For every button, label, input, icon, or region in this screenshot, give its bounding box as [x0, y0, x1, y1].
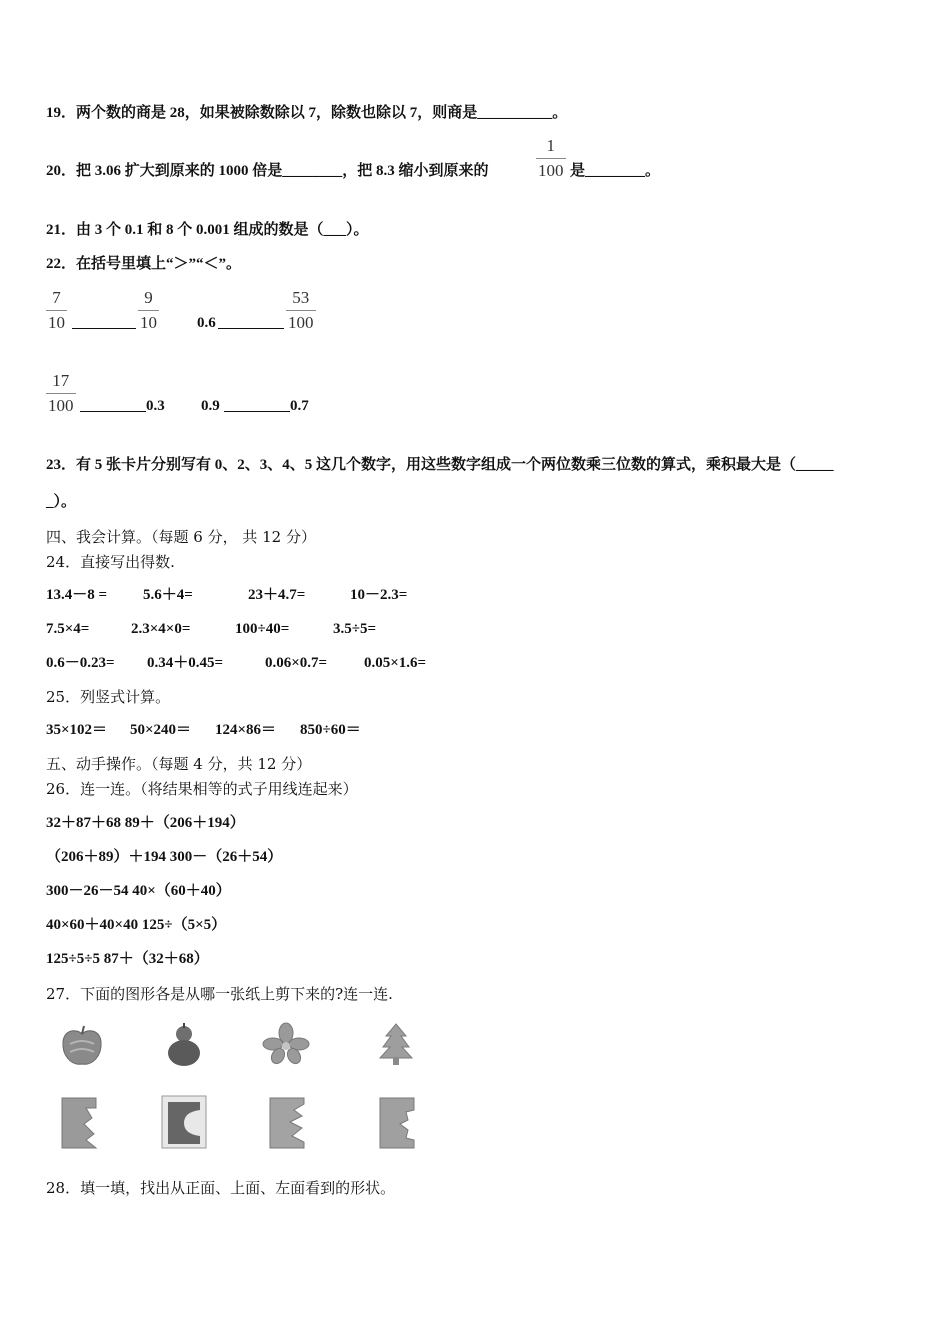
- question-28-title: 28．填一填，找出从正面、上面、左面看到的形状。: [46, 1179, 396, 1197]
- fraction-denominator: 10: [48, 313, 65, 332]
- question-20-part1: 20．把 3.06 扩大到原来的 1000 倍是________，把 8.3 缩小到原来的: [46, 163, 489, 179]
- vertical-calc-item: 50×240＝: [130, 722, 192, 738]
- fraction-numerator: 7: [52, 288, 61, 307]
- fraction-17-100: [46, 371, 76, 416]
- question-25-title: 25．列竖式计算。: [46, 688, 171, 706]
- calc-item: 2.3×4×0=: [131, 621, 191, 637]
- fraction-numerator: 17: [52, 371, 70, 390]
- question-22-title: 22．在括号里填上“＞”“＜”。: [46, 256, 242, 272]
- question-27-title: 27．下面的图形各是从哪一张纸上剪下来的?连一连.: [46, 985, 393, 1003]
- question-23-line2: _）。: [46, 494, 77, 510]
- answer-blank[interactable]: [80, 397, 146, 412]
- gourd-shape-icon: [162, 1020, 206, 1068]
- fraction-numerator: 9: [144, 288, 153, 307]
- fraction-denominator: 10: [140, 313, 157, 332]
- matching-row: 125÷5÷5 87＋（32＋68）: [46, 951, 209, 967]
- question-19: 19．两个数的商是 28，如果被除数除以 7，除数也除以 7，则商是__________。: [46, 105, 568, 121]
- tree-shape-icon: [374, 1022, 418, 1066]
- fraction-bar: [286, 310, 316, 311]
- paper-sheet-2-icon: [160, 1094, 210, 1150]
- vertical-calc-item: 35×102＝: [46, 722, 108, 738]
- question-24-title: 24．直接写出得数.: [46, 553, 175, 571]
- calc-item: 10－2.3=: [350, 587, 408, 603]
- question-20-part2: 是________。: [570, 163, 661, 179]
- fraction-numerator: 1: [546, 136, 555, 155]
- calc-item: 0.6－0.23=: [46, 655, 115, 671]
- calc-item: 3.5÷5=: [333, 621, 377, 637]
- fraction-denominator: 100: [538, 161, 564, 180]
- calc-item: 0.34＋0.45=: [147, 655, 224, 671]
- calc-item: 23＋4.7=: [248, 587, 306, 603]
- fraction-bar: [138, 310, 159, 311]
- calc-item: 13.4－8 =: [46, 587, 108, 603]
- compare-left-value: 0.6: [197, 315, 216, 331]
- apple-shape-icon: [58, 1022, 106, 1070]
- flower-shape-icon: [262, 1022, 310, 1066]
- matching-row: 40×60＋40×40 125÷（5×5）: [46, 917, 227, 933]
- fraction-bar: [536, 158, 566, 159]
- calc-item: 5.6＋4=: [143, 587, 193, 603]
- matching-row: （206＋89）＋194 300－（26＋54）: [46, 849, 283, 865]
- matching-row: 300－26－54 40×（60＋40）: [46, 883, 231, 899]
- fraction-bar: [46, 393, 76, 394]
- section-5-heading: 五、动手操作。（每题 4 分，共 12 分）: [46, 755, 312, 773]
- fraction-denominator: 100: [288, 313, 314, 332]
- compare-right-value: 0.7: [290, 398, 309, 414]
- question-23-line1: 23．有 5 张卡片分别写有 0、2、3、4、5 这几个数字，用这些数字组成一个两位数乘三位数的算式，乘积最大是（_____: [46, 457, 834, 473]
- vertical-calc-item: 124×86＝: [215, 722, 277, 738]
- answer-blank[interactable]: [224, 397, 290, 412]
- compare-left-value: 0.9: [201, 398, 220, 414]
- fraction-denominator: 100: [48, 396, 74, 415]
- paper-sheet-4-icon: [378, 1096, 418, 1150]
- question-26-title: 26．连一连。（将结果相等的式子用线连起来）: [46, 780, 358, 798]
- fraction-53-100: [286, 288, 316, 333]
- fraction-bar: [46, 310, 67, 311]
- answer-blank[interactable]: [72, 314, 136, 329]
- paper-sheet-3-icon: [268, 1096, 308, 1150]
- fraction-1-100: [536, 136, 566, 181]
- answer-blank[interactable]: [218, 314, 284, 329]
- fraction-7-10: [46, 288, 67, 333]
- calc-item: 0.06×0.7=: [265, 655, 328, 671]
- calc-item: 7.5×4=: [46, 621, 90, 637]
- section-4-heading: 四、我会计算。（每题 6 分， 共 12 分）: [46, 528, 316, 546]
- matching-row: 32＋87＋68 89＋（206＋194）: [46, 815, 245, 831]
- fraction-9-10: [138, 288, 159, 333]
- calc-item: 0.05×1.6=: [364, 655, 427, 671]
- calc-item: 100÷40=: [235, 621, 290, 637]
- paper-sheet-1-icon: [60, 1096, 100, 1150]
- question-21: 21．由 3 个 0.1 和 8 个 0.001 组成的数是（___）。: [46, 222, 369, 238]
- compare-right-value: 0.3: [146, 398, 165, 414]
- fraction-numerator: 53: [292, 288, 310, 307]
- vertical-calc-item: 850÷60＝: [300, 722, 361, 738]
